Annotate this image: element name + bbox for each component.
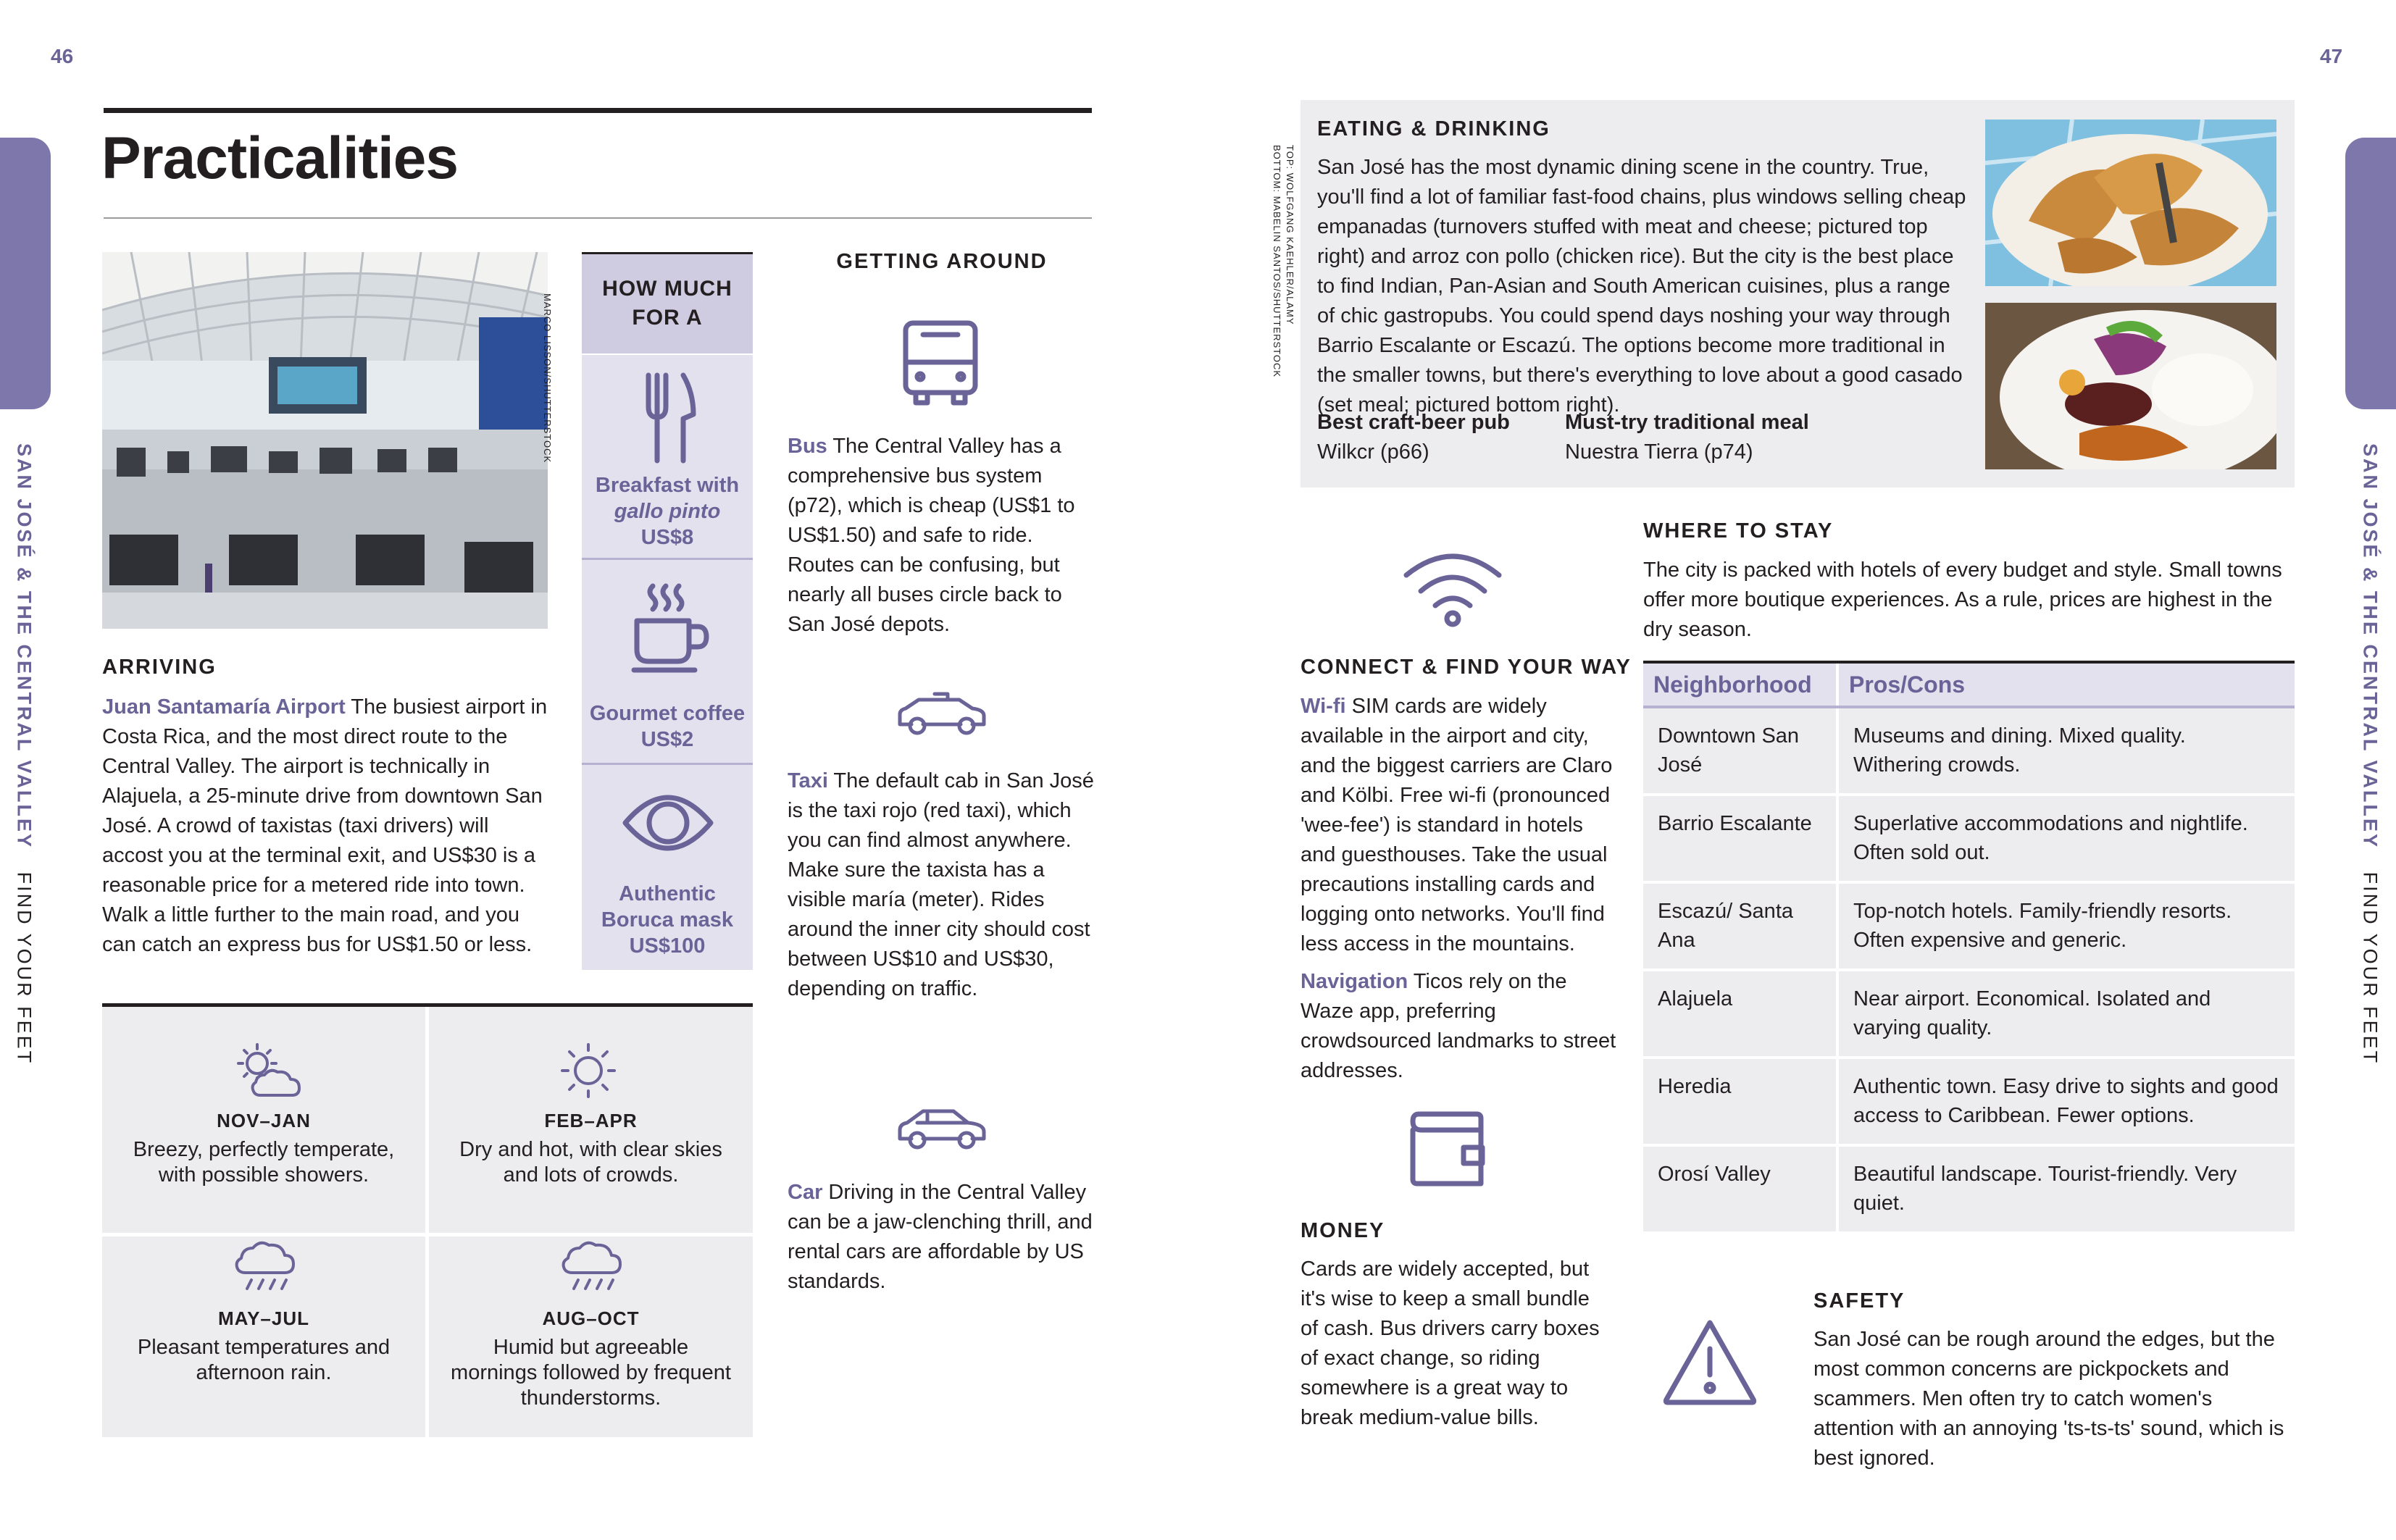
eye-mask-icon [621, 787, 715, 859]
col-neighborhood: Neighborhood [1643, 664, 1837, 707]
airport-photo [102, 252, 548, 629]
season-may-jul [102, 1236, 425, 1437]
arriving-text [102, 692, 555, 960]
coffee-price: US$2 [640, 728, 694, 751]
cell-neighborhood: Orosí Valley [1643, 1145, 1837, 1233]
car-body: Driving in the Central Valley can be a jaw-clenching thrill, and rental cars are affordable by US standards. [788, 1181, 1093, 1293]
breakfast-label: Breakfast with [595, 474, 740, 497]
season-feb-apr [429, 1007, 753, 1233]
where-to-stay-text: The city is packed with hotels of every budget and style. Small towns offer more boutique experiences. As a rule, prices are highest in the dry season. [1643, 558, 2282, 641]
running-head-section: SAN JOSÉ & THE CENTRAL VALLEY [13, 443, 36, 850]
wallet-icon [1406, 1108, 1490, 1189]
season-desc: Pleasant temperatures and afternoon rain. [137, 1336, 391, 1384]
wifi-body: SIM cards are widely available in the airport and city, and the biggest carriers are Claro and Kölbi. Free wi-fi (pronounced 'wee-fee') is standard in hotels and guesthouses. Take the usual precautions installing cards and logging onto networks. You'll find less access in the mountains. [1301, 695, 1613, 955]
season-months: FEB–APR [544, 1110, 638, 1131]
getting-around-heading: GETTING AROUND [836, 250, 1048, 273]
cell-pros-cons: Superlative accommodations and nightlife. Often sold out. [1837, 795, 2295, 882]
mask-price: US$100 [629, 934, 706, 958]
cell-neighborhood: Downtown San José [1643, 707, 1837, 795]
running-head-chapter: FIND YOUR FEET [13, 871, 36, 1066]
running-head-chapter-right: FIND YOUR FEET [2359, 871, 2382, 1066]
cell-pros-cons: Authentic town. Easy drive to sights and good access to Caribbean. Fewer options. [1837, 1058, 2295, 1145]
bus-body: The Central Valley has a comprehensive bus system (p72), which is cheap (US$1 to US$1.50) and safe to ride. Routes can be confusing, but nearly all buses circle back to San José depots. [788, 435, 1075, 636]
photo-credit-right-bottom: BOTTOM: MABELIN SANTOS/SHUTTERSTOCK [1272, 145, 1282, 378]
bus-icon [901, 319, 980, 407]
title-underline [104, 217, 1092, 219]
cell-neighborhood: Barrio Escalante [1643, 795, 1837, 882]
money-text: Cards are widely accepted, but it's wise to keep a small bundle of cash. Bus drivers carry boxes of exact change, so riding somewhere is a great way to break medium-value bills. [1301, 1257, 1600, 1429]
running-head-right [2359, 443, 2382, 1065]
season-months: MAY–JUL [218, 1307, 309, 1329]
how-much-item-coffee [582, 560, 753, 763]
eating-text: San José has the most dynamic dining scene in the country. True, you'll find a lot of familiar fast-food chains, plus windows selling cheap empanadas (turnovers stuffed with meat and cheese; pictured top right) and arroz con pollo (chicken rice). But the city is the best place to find Indian, Pan-Asian and South American cuisines, plus a range of chic gastropubs. You could spend days noshing your way through Barrio Escalante or Escazú. The options become more traditional in the smaller towns, but there's everything to love about a good casado (set meal; pictured bottom right). [1317, 156, 1966, 417]
where-to-stay-heading: WHERE TO STAY [1643, 519, 1834, 543]
season-desc: Humid but agreeable mornings followed by frequent thunderstorms. [451, 1336, 731, 1410]
cell-pros-cons: Museums and dining. Mixed quality. Withering crowds. [1837, 707, 2295, 795]
casado-photo [1985, 303, 2276, 469]
pick-label: Must-try traditional meal [1565, 411, 1809, 434]
cell-neighborhood: Escazú/ Santa Ana [1643, 882, 1837, 970]
nav-body: Ticos rely on the Waze app, preferring crowdsourced landmarks to street addresses. [1301, 970, 1616, 1082]
fork-knife-icon [640, 371, 698, 465]
how-much-item-mask [582, 765, 753, 970]
wifi-icon [1402, 549, 1503, 629]
money-heading: MONEY [1301, 1219, 1385, 1242]
safety-heading: SAFETY [1813, 1289, 1905, 1313]
neighborhood-table [1643, 661, 2295, 1234]
cell-pros-cons: Near airport. Economical. Isolated and varying quality. [1837, 970, 2295, 1058]
page-number-right: 47 [2320, 45, 2343, 67]
section-tab-right [2345, 138, 2396, 409]
coffee-cup-icon [631, 580, 711, 674]
season-aug-oct [429, 1236, 753, 1437]
table-row [1643, 970, 2295, 1058]
table-row [1643, 882, 2295, 970]
mask-label: Authentic [619, 882, 716, 905]
wifi-text [1301, 692, 1619, 959]
how-much-heading-2: FOR A [632, 306, 703, 330]
season-desc: Breezy, perfectly temperate, with possible showers. [133, 1138, 395, 1187]
pick-label: Best craft-beer pub [1317, 411, 1510, 434]
pick-value: Nuestra Tierra (p74) [1565, 440, 1753, 464]
coffee-label: Gourmet coffee [589, 702, 746, 725]
mask-label-2: Boruca mask [601, 908, 734, 932]
eating-pick-2 [1565, 408, 1809, 467]
title-rule [104, 108, 1092, 113]
bus-text [788, 432, 1099, 640]
taxi-lead: Taxi [788, 769, 828, 792]
table-row [1643, 795, 2295, 882]
season-months: AUG–OCT [542, 1307, 640, 1329]
rain-cloud-icon [233, 1238, 298, 1296]
car-text [788, 1178, 1099, 1297]
season-desc: Dry and hot, with clear skies and lots of crowds. [459, 1138, 722, 1187]
how-much-heading-1: HOW MUCH [602, 277, 732, 301]
cell-neighborhood: Heredia [1643, 1058, 1837, 1145]
sun-cloud-icon [233, 1042, 302, 1100]
photo-credit-left: MARCO LISSON/SHUTTERSTOCK [542, 293, 553, 464]
taxi-text [788, 766, 1099, 1004]
table-row [1643, 1145, 2295, 1233]
breakfast-price: US$8 [640, 526, 694, 549]
eating-heading: EATING & DRINKING [1317, 117, 1550, 141]
empanadas-photo [1985, 120, 2276, 286]
breakfast-label-2: gallo pinto [614, 500, 721, 523]
cell-neighborhood: Alajuela [1643, 970, 1837, 1058]
table-row [1643, 707, 2295, 795]
running-head-left [13, 443, 36, 1065]
safety-text: San José can be rough around the edges, but the most common concerns are pickpockets and scammers. Men often try to catch women's attention with an annoying 'ts-ts-ts' sound, which is best ignored. [1813, 1328, 2284, 1470]
cell-pros-cons: Beautiful landscape. Tourist-friendly. Very quiet. [1837, 1145, 2295, 1233]
bus-lead: Bus [788, 435, 827, 458]
pick-value: Wilkcr (p66) [1317, 440, 1429, 464]
page-title: Practicalities [101, 125, 458, 191]
car-icon [896, 1105, 988, 1153]
nav-text [1301, 967, 1619, 1086]
how-much-item-breakfast [582, 355, 753, 558]
running-head-section-right: SAN JOSÉ & THE CENTRAL VALLEY [2359, 443, 2382, 850]
section-tab-left [0, 138, 51, 409]
arriving-heading: ARRIVING [102, 656, 217, 679]
sun-icon [559, 1042, 617, 1100]
cell-pros-cons: Top-notch hotels. Family-friendly resorts. Often expensive and generic. [1837, 882, 2295, 970]
season-nov-jan [102, 1007, 425, 1233]
season-months: NOV–JAN [217, 1110, 311, 1131]
page-number-left: 46 [51, 45, 74, 67]
photo-credit-right-top: TOP: WOLFGANG KAEHLER/ALAMY [1285, 145, 1295, 325]
arriving-body: The busiest airport in Costa Rica, and the most direct route to the Central Valley. The airport is technically in Alajuela, a 25-minute drive from downtown San José. A crowd of taxistas (taxi drivers) will accost you at the terminal exit, and US$30 is a reasonable price for a metered ride into town. Walk a little further to the main road, and you can catch an express bus for US$1.50 or less. [102, 695, 548, 956]
wifi-lead: Wi-fi [1301, 695, 1346, 718]
taxi-icon [896, 688, 988, 740]
eating-pick-1 [1317, 408, 1510, 467]
warning-icon [1661, 1317, 1759, 1407]
arriving-lead: Juan Santamaría Airport [102, 695, 346, 719]
connect-heading: CONNECT & FIND YOUR WAY [1301, 656, 1632, 679]
table-row [1643, 1058, 2295, 1145]
col-pros-cons: Pros/Cons [1837, 664, 2295, 707]
how-much-header [582, 252, 753, 353]
nav-lead: Navigation [1301, 970, 1408, 993]
rain-cloud-icon [559, 1238, 625, 1296]
taxi-body: The default cab in San José is the taxi rojo (red taxi), which you can find almost anywhere. Make sure the taxista has a visible maría (meter). Rides around the inner city should cost between US$10 and US$30, depending on traffic. [788, 769, 1094, 1000]
car-lead: Car [788, 1181, 823, 1204]
